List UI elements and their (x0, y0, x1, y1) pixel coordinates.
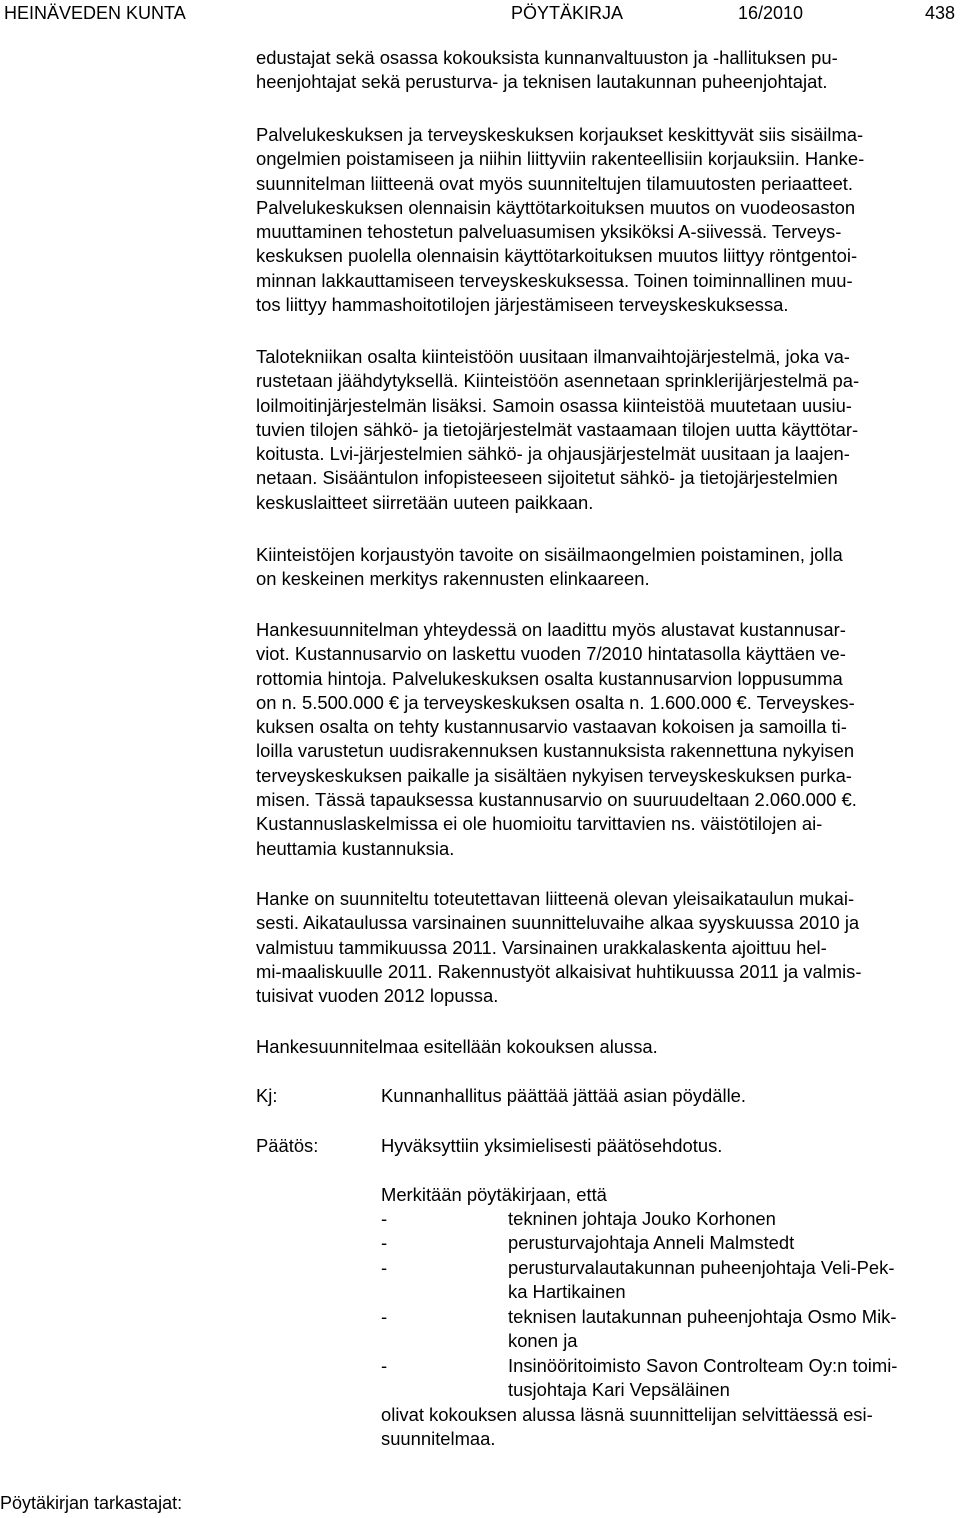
closing-line: suunnitelmaa. (381, 1428, 496, 1449)
text-line: Palvelukeskuksen ja terveyskeskuksen korjaukset keskittyvät siis sisäilma- (256, 124, 864, 145)
paragraph-schedule (256, 887, 956, 1008)
text-line: minnan lakkauttamiseen terveyskeskuksessa. Toinen toiminnallinen muu- (256, 269, 853, 291)
minutes-reviewers-label: Pöytäkirjan tarkastajat: (0, 1493, 183, 1513)
text-line: sesti. Aikataulussa varsinainen suunnitteluvaihe alkaa syyskuussa 2010 ja (256, 912, 860, 934)
text-line: on keskeinen merkitys rakennusten elinkaareen. (256, 568, 650, 590)
closing-line: olivat kokouksen alussa läsnä suunnittelijan selvittäessä esi- (381, 1404, 873, 1425)
text-line: Hanke on suunniteltu toteutettavan liitteenä olevan yleisaikataulun mukai- (256, 888, 855, 909)
paragraph-goal (256, 543, 956, 592)
paragraph-building-services (256, 345, 956, 515)
kj-proposal: Kunnanhallitus päättää jättää asian pöydälle. (381, 1085, 747, 1106)
text-line: Kiinteistöjen korjaustyön tavoite on sisäilmaongelmien poistaminen, jolla (256, 544, 843, 565)
attendee-line: teknisen lautakunnan puheenjohtaja Osmo Mik- (508, 1306, 897, 1327)
text-line: Palvelukeskuksen olennaisin käyttötarkoituksen muutos on vuodeosaston (256, 196, 856, 218)
list-bullet: - (381, 1355, 388, 1376)
text-line: kuksen osalta on tehty kustannusarvio vastaavan kokoisen ja samoilla ti- (256, 716, 847, 738)
text-line: edustajat sekä osassa kokouksista kunnanvaltuuston ja -hallituksen pu- (256, 47, 838, 68)
decision-label: Päätös: (256, 1135, 319, 1156)
text-line: keskuslaitteet siirretään uuteen paikkaan. (256, 491, 594, 513)
municipality-name: HEINÄVEDEN KUNTA (4, 3, 186, 23)
text-line: Hankesuunnitelmaa esitellään kokouksen alussa. (256, 1036, 658, 1057)
text-line: viot. Kustannusarvio on laskettu vuoden 7/2010 hintatasolla käyttäen ve- (256, 643, 846, 665)
list-bullet: - (381, 1208, 388, 1229)
text-line: misen. Tässä tapauksessa kustannusarvio on suuruudeltaan 2.060.000 €. (256, 789, 857, 811)
issue-number: 16/2010 (738, 3, 804, 23)
text-line: Talotekniikan osalta kiinteistöön uusitaan ilmanvaihtojärjestelmä, joka va- (256, 346, 850, 367)
minutes-intro: Merkitään pöytäkirjaan, että (381, 1184, 607, 1205)
paragraph-cost-estimate (256, 618, 956, 861)
paragraph-presentation (256, 1035, 956, 1059)
text-line: on n. 5.500.000 € ja terveyskeskuksen osalta n. 1.600.000 €. Terveyskes- (256, 691, 855, 713)
page-number: 438 (925, 3, 956, 23)
text-line: loilla varustetun uudisrakennuksen kustannuksista rakennettuna nykyisen (256, 740, 855, 762)
text-line: netaan. Sisääntulon infopisteeseen sijoitetut sähkö- ja tietojärjestelmien (256, 467, 838, 489)
paragraph-repairs (256, 123, 956, 317)
attendee-line: konen ja (508, 1330, 578, 1351)
text-line: muuttaminen tehostetun palveluasumisen yksiköksi A-siivessä. Terveys- (256, 221, 842, 243)
kj-label: Kj: (256, 1085, 278, 1106)
text-line: mi-maaliskuulle 2011. Rakennustyöt alkaisivat huhtikuussa 2011 ja valmis- (256, 960, 862, 982)
list-bullet: - (381, 1232, 388, 1253)
text-line: rustetaan jäähdytyksellä. Kiinteistöön asennetaan sprinklerijärjestelmä pa- (256, 370, 860, 392)
text-line: Hankesuunnitelman yhteydessä on laadittu myös alustavat kustannusar- (256, 619, 846, 640)
text-line: tuisivat vuoden 2012 lopussa. (256, 985, 499, 1007)
decision-text: Hyväksyttiin yksimielisesti päätösehdotus. (381, 1135, 723, 1156)
text-line: koitusta. Lvi-järjestelmien sähkö- ja ohjausjärjestelmät uusitaan ja laajen- (256, 443, 850, 465)
paragraph-representatives (256, 46, 956, 95)
text-line: heuttamia kustannuksia. (256, 837, 455, 859)
text-line: tuvien tilojen sähkö- ja tietojärjestelmät vastaamaan tilojen uutta käyttötar- (256, 418, 859, 440)
attendee-line: Insinööritoimisto Savon Controlteam Oy:n toimi- (508, 1355, 898, 1376)
attendee-line: perusturvajohtaja Anneli Malmstedt (508, 1232, 795, 1253)
text-line: ongelmien poistamiseen ja niihin liittyviin rakenteellisiin korjauksiin. Hanke- (256, 148, 865, 170)
attendee-line: ka Hartikainen (508, 1281, 626, 1302)
attendee-line: tusjohtaja Kari Vepsäläinen (508, 1379, 730, 1400)
text-line: loilmoitinjärjestelmän lisäksi. Samoin osassa kiinteistöä muutetaan uusiu- (256, 394, 852, 416)
text-line: rottomia hintoja. Palvelukeskuksen osalta kustannusarvion loppusumma (256, 667, 843, 689)
text-line: keskuksen puolella olennaisin käyttötarkoituksen muutos liittyy röntgentoi- (256, 245, 858, 267)
text-line: tos liittyy hammashoitotilojen järjestämiseen terveyskeskuksessa. (256, 294, 789, 316)
text-line: suunnitelman liitteenä ovat myös suunniteltujen tilamuutosten periaatteet. (256, 172, 854, 194)
text-line: terveyskeskuksen paikalle ja sisältäen nykyisen terveyskeskuksen purka- (256, 764, 852, 786)
attendee-line: perusturvalautakunnan puheenjohtaja Veli-Pek- (508, 1257, 895, 1278)
attendee-line: tekninen johtaja Jouko Korhonen (508, 1208, 776, 1229)
text-line: valmistuu tammikuussa 2011. Varsinainen urakkalaskenta ajoittuu hel- (256, 936, 827, 958)
document-type: PÖYTÄKIRJA (511, 3, 624, 23)
list-bullet: - (381, 1257, 388, 1278)
list-bullet: - (381, 1306, 388, 1327)
text-line: heenjohtajat sekä perusturva- ja teknisen lautakunnan puheenjohtajat. (256, 71, 828, 93)
text-line: Kustannuslaskelmissa ei ole huomioitu tarvittavien ns. väistötilojen ai- (256, 813, 823, 835)
